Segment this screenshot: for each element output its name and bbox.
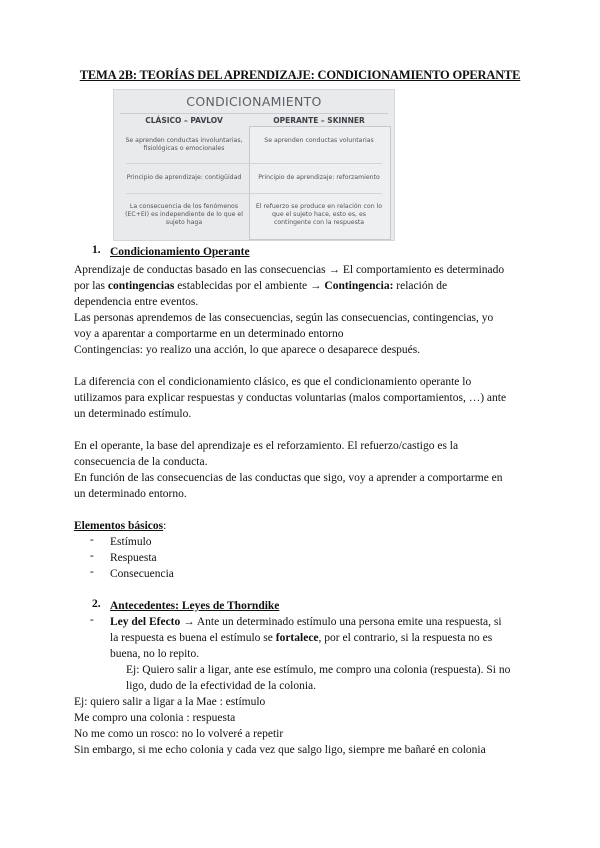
figure-row-divider bbox=[126, 193, 382, 194]
list-bullet: - bbox=[90, 550, 94, 562]
figure-col-classic: CLÁSICO – PAVLOV bbox=[145, 116, 223, 125]
figure-row1-left: Se aprenden conductas involuntarias, fisiológicas o emocionales bbox=[125, 137, 243, 152]
figure-row1-right: Se aprenden conductas voluntarias bbox=[264, 137, 374, 144]
paragraph-line: un determinado entorno. bbox=[74, 488, 187, 500]
section2-heading: Antecedentes: Leyes de Thorndike bbox=[110, 600, 280, 612]
list-item: Estímulo bbox=[110, 536, 152, 548]
list-item: Consecuencia bbox=[110, 568, 174, 580]
section1-number: 1. bbox=[92, 244, 101, 256]
paragraph-line: por las contingencias establecidas por el ambiente → Contingencia: relación de bbox=[74, 280, 448, 292]
section2-number: 2. bbox=[92, 598, 101, 610]
example-line: Ej: Quiero salir a ligar, ante ese estímulo, me compro una colonia (respuesta). Si no bbox=[126, 664, 511, 676]
paragraph-line: voy a aparentar a comportarme en un determinado entorno bbox=[74, 328, 344, 340]
figure-row3-right: El refuerzo se produce en relación con lo que el sujeto hace, esto es, es contingente con la respuesta bbox=[255, 203, 383, 226]
comparison-figure bbox=[113, 89, 395, 241]
list-bullet: - bbox=[90, 534, 94, 546]
paragraph-line: Las personas aprendemos de las consecuencias, según las consecuencias, contingencias, yo bbox=[74, 312, 494, 324]
law-of-effect-line: Ley del Efecto → Ante un determinado estímulo una persona emite una respuesta, si bbox=[110, 616, 502, 628]
figure-heading: CONDICIONAMIENTO bbox=[186, 94, 322, 109]
list-bullet: - bbox=[90, 566, 94, 578]
paragraph-line: Ej: quiero salir a ligar a la Mae : estímulo bbox=[74, 696, 266, 708]
paragraph-line: dependencia entre eventos. bbox=[74, 296, 199, 308]
list-item: Respuesta bbox=[110, 552, 157, 564]
paragraph-line: buena, no lo repito. bbox=[110, 648, 200, 660]
paragraph-line: En función de las consecuencias de las conductas que sigo, voy a aprender a comportarme en bbox=[74, 472, 503, 484]
figure-row-divider bbox=[126, 163, 382, 164]
paragraph-line: Contingencias: yo realizo una acción, lo que aparece o desaparece después. bbox=[74, 344, 421, 356]
figure-col-operant: OPERANTE – SKINNER bbox=[273, 116, 365, 125]
list-bullet: - bbox=[90, 614, 94, 626]
figure-row2-left: Principio de aprendizaje: contigüidad bbox=[126, 174, 242, 181]
figure-divider bbox=[120, 113, 388, 114]
paragraph-line: En el operante, la base del aprendizaje es el reforzamiento. El refuerzo/castigo es la bbox=[74, 440, 459, 452]
paragraph-line: un determinado estímulo. bbox=[74, 408, 192, 420]
paragraph-line: utilizamos para explicar respuestas y conductas voluntarias (malos comportamientos, …) ante bbox=[74, 392, 507, 404]
paragraph-line: La diferencia con el condicionamiento clásico, es que el condicionamiento operante lo bbox=[74, 376, 472, 388]
paragraph-line: consecuencia de la conducta. bbox=[74, 456, 208, 468]
paragraph-line: Me compro una colonia : respuesta bbox=[74, 712, 236, 724]
page-title: TEMA 2B: TEORÍAS DEL APRENDIZAJE: CONDICIONAMIENTO OPERANTE bbox=[79, 68, 521, 82]
paragraph-line: Aprendizaje de conductas basado en las consecuencias → El comportamiento es determinado bbox=[74, 264, 505, 276]
section1-heading: Condicionamiento Operante bbox=[110, 246, 250, 258]
paragraph-line: No me como un rosco: no lo volveré a repetir bbox=[74, 728, 284, 740]
example-line: ligo, dudo de la efectividad de la colonia. bbox=[126, 680, 317, 692]
elements-heading: Elementos básicos: bbox=[74, 520, 167, 532]
paragraph-line: la respuesta es buena el estímulo se fortalece, por el contrario, si la respuesta no es bbox=[110, 632, 493, 644]
figure-row3-left: La consecuencia de los fenómenos (EC+EI) es independiente de lo que el sujeto haga bbox=[125, 203, 243, 226]
figure-row2-right: Principio de aprendizaje: reforzamiento bbox=[258, 174, 380, 181]
paragraph-line: Sin embargo, si me echo colonia y cada vez que salgo ligo, siempre me bañaré en colonia bbox=[74, 744, 486, 756]
